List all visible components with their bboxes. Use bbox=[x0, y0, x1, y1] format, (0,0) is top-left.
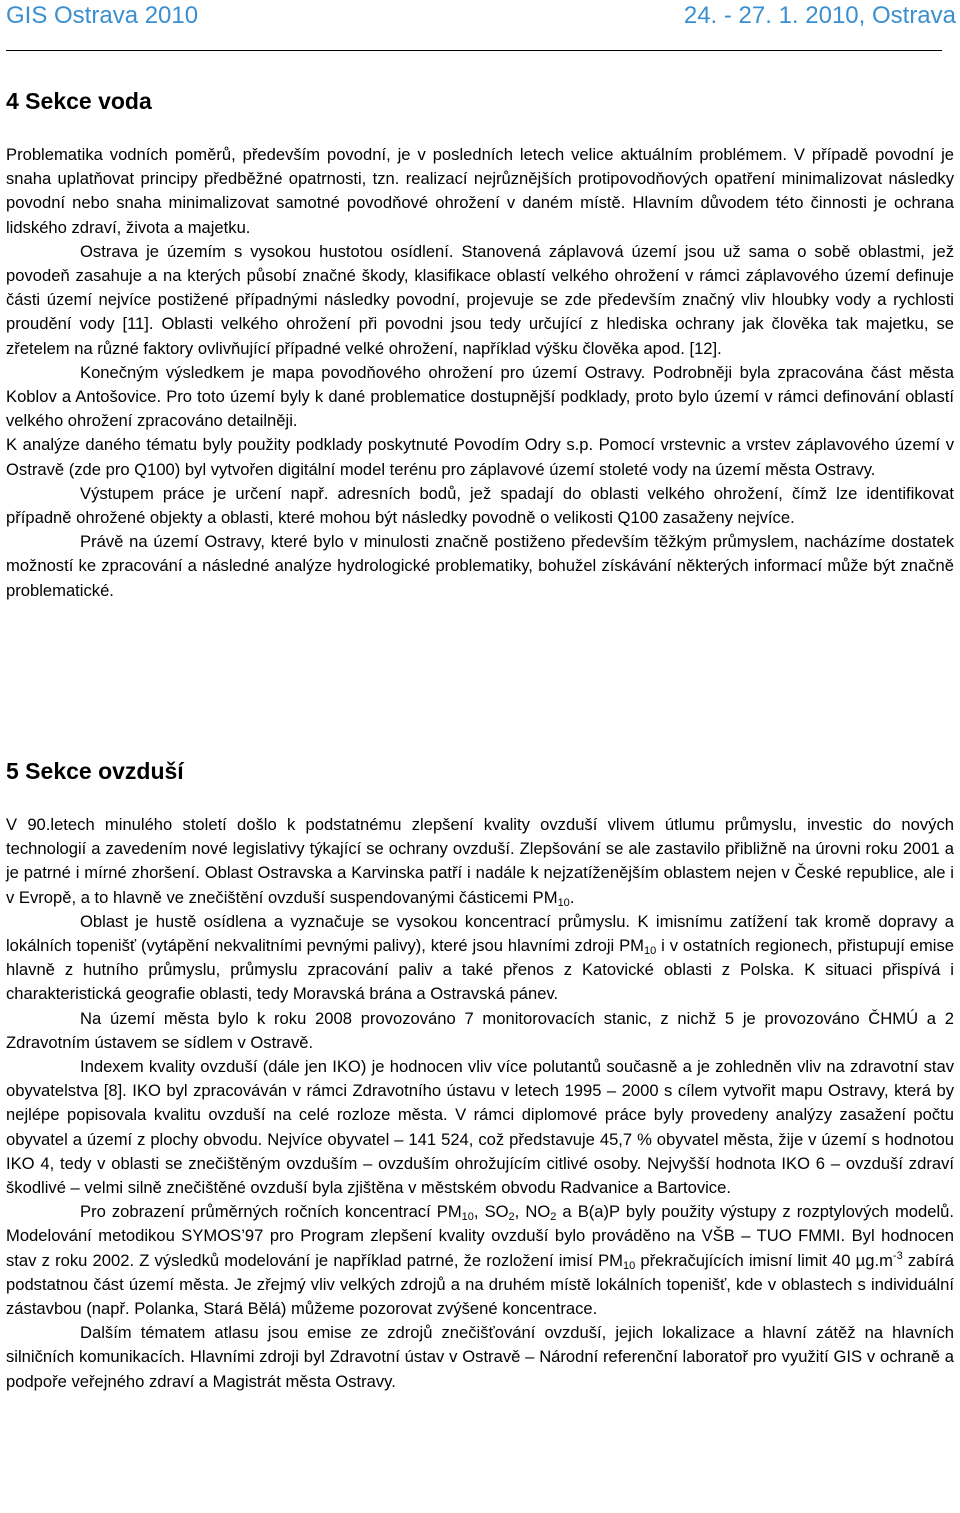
text-run: Oblast je hustě osídlena a vyznačuje se vysokou koncentrací průmyslu. K imisnímu zatížení tak kromě dopravy a lokálních topenišť (vytápění nekvalitními pevnými palivy), které jsou hlavními zdroji PM bbox=[6, 911, 954, 956]
subscript: 10 bbox=[557, 896, 570, 909]
subscript: 2 bbox=[508, 1211, 515, 1224]
text-run: V 90.letech minulého století došlo k podstatnému zlepšení kvality ovzduší vlivem útlumu průmyslu, investic do nových technologií a zavedením nové legislativy týkající se ochrany ovzduší. Zlepšování se ale zastavilo přibližně na úrovni roku 2001 a je patrné i mírné zhoršení. Oblast Ostravska a Karvinska patří i nadále k nejzatíženějším oblastem nejen v České republice, ale i v Evropě, a to hlavně ve znečištění ovzduší suspendovanými částicemi PM bbox=[6, 815, 954, 907]
subscript: 10 bbox=[461, 1211, 474, 1224]
paragraph bbox=[6, 1200, 954, 1321]
paragraph: Ostrava je územím s vysokou hustotou osídlení. Stanovená záplavová území jsou už sama o sobě oblastmi, jež povodeň zasahuje a na kterých působí značné škody, klasifikace oblastí velkého ohrožení v rámci záplavového území definuje části území nejvíce postižené případnými následky povodní, projevuje se zde především značný vliv hloubky vody a rychlosti proudění vody [11]. Oblasti velkého ohrožení při povodni jsou tedy určující z hlediska ochrany jak člověka tak majetku, se zřetelem na různé faktory ovlivňující případné velké ohrožení, například výšku člověka apod. [12]. bbox=[6, 241, 954, 358]
text-run: Pro zobrazení průměrných ročních koncentrací PM bbox=[80, 1202, 462, 1222]
paragraph: Právě na území Ostravy, které bylo v minulosti značně postiženo především těžkým průmyslem, nacházíme dostatek možností ke zpracování a následné analýze hydrologické problematiky, bohužel získávání některých informací může být značně problematické. bbox=[6, 532, 954, 600]
section-heading-voda: 4 Sekce voda bbox=[6, 88, 152, 114]
text-run: i v ostatních regionech, přistupují emise hlavně z hutního průmyslu, průmyslu zpracování paliv a také přenos z Katovické oblasti z Polska. K situaci přispívá i charakteristická geografie oblasti, tedy Moravská brána a Ostravská pánev. bbox=[6, 936, 954, 1004]
page-header bbox=[6, 2, 956, 48]
paragraph: Indexem kvality ovzduší (dále jen IKO) je hodnocen vliv více polutantů současně a je zohledněn vliv na zdravotní stav obyvatelstva [8]. IKO byl zpracováván v rámci Zdravotního ústavu v letech 1995 – 2000 s cílem vytvořit mapu Ostravy, která by nejlépe popisovala kvalitu ovzduší na celé rozloze města. V rámci diplomové práce byly provedeny analýzy zasažení počtu obyvatel a území z plochy obvodu. Nejvíce obyvatel – 141 524, což představuje 45,7 % obyvatel města, žije v území s hodnotou IKO 4, tedy v oblasti se znečištěným ovzduším – ovzduším ohrožujícím citlivé osoby. Nejvyšší hodnota IKO 6 – ovzduší zdraví škodlivé – velmi silně znečištěné ovzduší byla zjištěna v městském obvodu Radvanice a Bartovice. bbox=[6, 1057, 954, 1198]
header-event-title: GIS Ostrava 2010 bbox=[6, 2, 199, 29]
text-run: . bbox=[569, 887, 575, 907]
paragraph: Dalším tématem atlasu jsou emise ze zdrojů znečišťování ovzduší, jejich lokalizace a hlavní zátěž na hlavních silničních komunikacích. Hlavními zdroji byl Zdravotní ústav v Ostravě – Národní referenční laboratoř pro využití GIS v ochraně a podpoře veřejného zdraví a Magistrát města Ostravy. bbox=[6, 1323, 954, 1391]
paragraph: K analýze daného tématu byly použity podklady poskytnuté Povodím Odry s.p. Pomocí vrstevnic a vrstev záplavového území v Ostravě (zde pro Q100) byl vytvořen digitální model terénu pro záplavové území stoleté vody na území města Ostravy. bbox=[6, 435, 954, 479]
paragraph bbox=[6, 910, 954, 1007]
superscript: -3 bbox=[892, 1249, 903, 1262]
paragraph: Na území města bylo k roku 2008 provozováno 7 monitorovacích stanic, z nichž 5 je provozováno ČHMÚ a 2 Zdravotním ústavem se sídlem v Ostravě. bbox=[6, 1008, 954, 1052]
text-run: , SO bbox=[473, 1202, 509, 1222]
subscript: 2 bbox=[550, 1211, 557, 1224]
paragraph bbox=[6, 813, 954, 910]
section-body-voda bbox=[6, 143, 954, 603]
text-run: zabírá podstatnou část území města. Je zřejmý vliv velkých zdrojů a na druhém místě lokálních topenišť, kde v oblastech s individuální zástavbou (např. Polanka, Stará Bělá) můžeme pozorovat zvýšené koncentrace. bbox=[6, 1250, 954, 1319]
header-event-date: 24. - 27. 1. 2010, Ostrava bbox=[683, 2, 956, 29]
header-divider bbox=[6, 50, 942, 51]
paragraph: Výstupem práce je určení např. adresních bodů, jež spadají do oblasti velkého ohrožení, čímž lze identifikovat případně ohrožené objekty a oblasti, které mohou být následky povodně o velikosti Q100 zasaženy nejvíce. bbox=[6, 483, 954, 528]
text-run: a B(a)P byly použity výstupy z rozptylových modelů. Modelování metodikou SYMOS’97 pro Program zlepšení kvality ovzduší bylo prováděno na VŠB – TUO FMMI. Byl hodnocen stav z roku 2002. Z výsledků modelování je například patrné, že rozložení imisí PM bbox=[6, 1202, 954, 1270]
text-run: překračujících imisní limit 40 µg.m bbox=[635, 1250, 893, 1270]
text-run: , NO bbox=[514, 1202, 551, 1222]
paragraph: Problematika vodních poměrů, především povodní, je v posledních letech velice aktuálním problémem. V případě povodní je snaha uplatňovat principy předběžné opatrnosti, tzn. realizací nejrůznějších protipovodňových opatření minimalizovat následky povodní nebo snaha minimalizovat samotné povodňové ohrožení v daném místě. Hlavním důvodem této činnosti je ochrana lidského zdraví, života a majetku. bbox=[6, 145, 954, 237]
subscript: 10 bbox=[644, 945, 657, 958]
section-heading-ovzdusi: 5 Sekce ovzduší bbox=[6, 758, 184, 784]
paragraph: Konečným výsledkem je mapa povodňového ohrožení pro území Ostravy. Podrobněji byla zpracována část města Koblov a Antošovice. Pro toto území byly k dané problematice dostupnější podklady, proto bylo území v rámci definování oblastí velkého ohrožení zpracováno detailněji. bbox=[6, 362, 954, 431]
subscript: 10 bbox=[622, 1259, 636, 1272]
section-body-ovzdusi bbox=[6, 813, 954, 1394]
